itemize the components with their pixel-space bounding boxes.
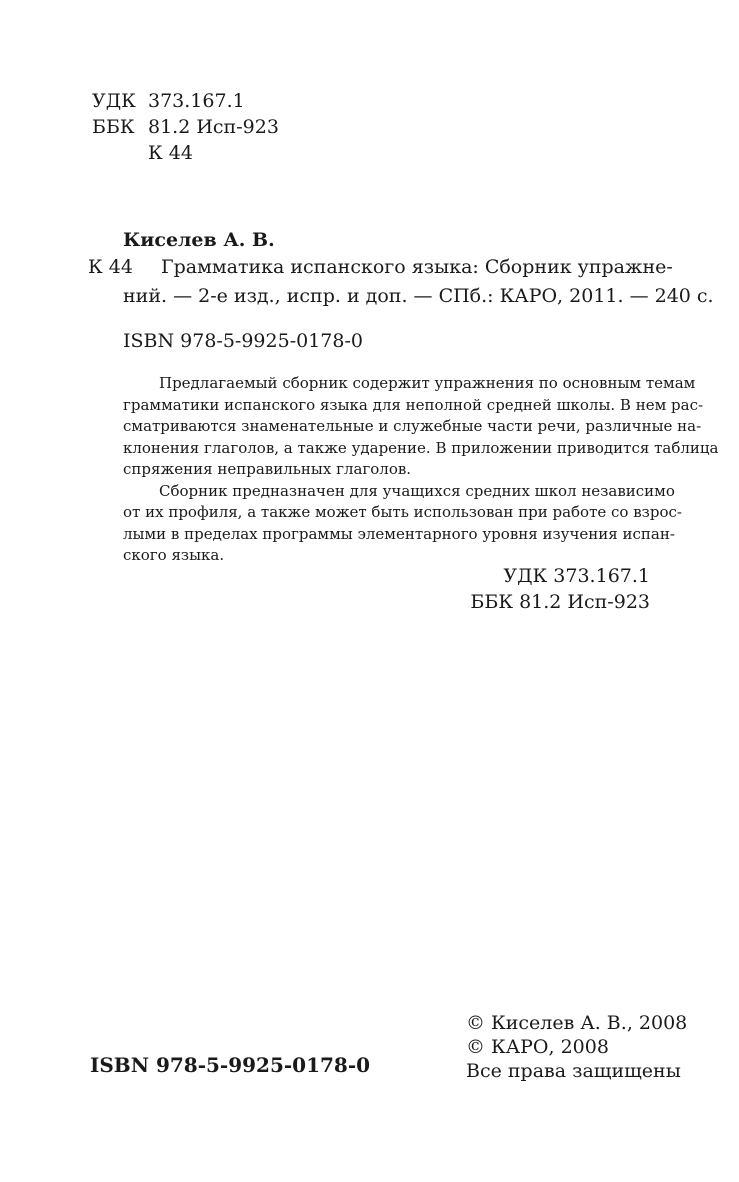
rights-reserved: Все права защищены: [466, 1060, 681, 1082]
copyright-author: © Киселев А. В., 2008: [466, 1012, 688, 1034]
udk-label: УДК: [92, 90, 136, 112]
bbk-label: ББК: [92, 116, 135, 138]
annotation: [123, 373, 719, 567]
annotation-line: Сборник предназначен для учащихся средних школ независимо: [159, 481, 675, 500]
bbk-value: 81.2 Исп-923: [148, 116, 279, 138]
annotation-line: клонения глаголов, а также ударение. В приложении приводится таблица: [123, 438, 719, 457]
author-mark: К 44: [148, 142, 193, 164]
annotation-line: Предлагаемый сборник содержит упражнения по основным темам: [159, 374, 696, 392]
annotation-line: спряжения неправильных глаголов.: [123, 460, 412, 478]
annotation-line: грамматики испанского языка для неполной средней школы. В нем рас-: [123, 395, 704, 414]
classification-udk: УДК 373.167.1: [503, 565, 650, 587]
entry-description: [123, 253, 714, 311]
annotation-line: сматриваются знаменательные и служебные части речи, различные на-: [123, 417, 702, 435]
copyright-publisher: © КАРО, 2008: [466, 1036, 609, 1058]
udk-value: 373.167.1: [148, 90, 245, 112]
annotation-line: лыми в пределах программы элементарного уровня изучения испан-: [123, 524, 675, 543]
entry-mark: К 44: [88, 256, 133, 278]
entry-isbn: ISBN 978-5-9925-0178-0: [123, 330, 363, 352]
entry-line-1: Грамматика испанского языка: Сборник упражне-: [161, 256, 673, 278]
footer-isbn: ISBN 978-5-9925-0178-0: [90, 1053, 371, 1077]
annotation-line: от их профиля, а также может быть использован при работе со взрос-: [123, 503, 682, 521]
annotation-line: ского языка.: [123, 546, 225, 564]
header-classification: [92, 88, 392, 168]
classification-block: [400, 563, 650, 615]
copyright-block: [466, 1011, 687, 1083]
entry-line-2: ний. — 2-е изд., испр. и доп. — СПб.: КАРО, 2011. — 240 с.: [123, 285, 714, 307]
entry-author: Киселев А. В.: [123, 229, 275, 251]
classification-bbk: ББК 81.2 Исп-923: [470, 591, 650, 613]
